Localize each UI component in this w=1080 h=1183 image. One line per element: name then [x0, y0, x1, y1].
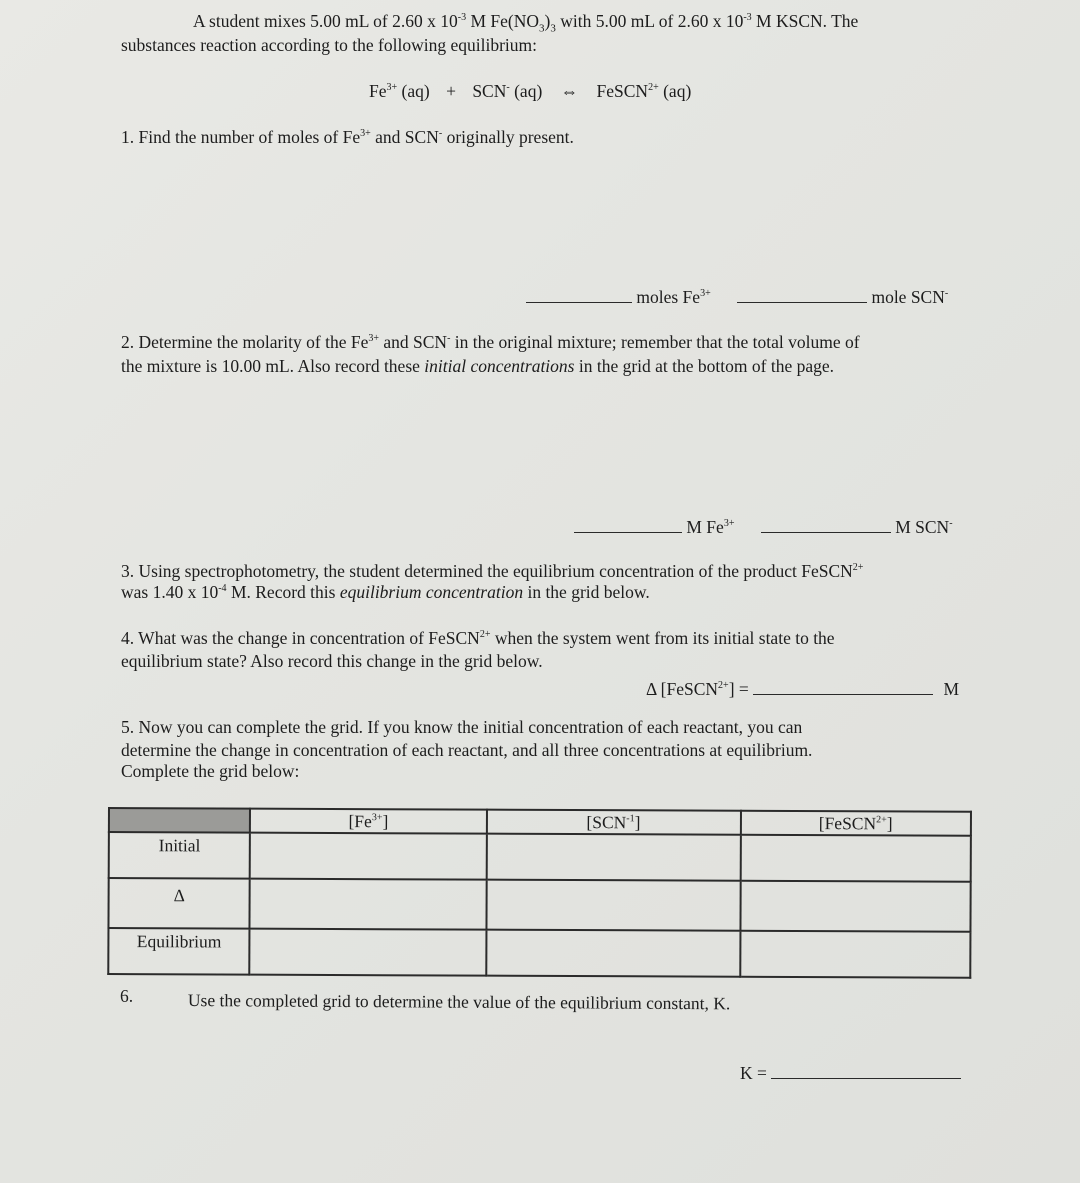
ice-header-fe: [250, 809, 486, 834]
q1-text: and SCN: [370, 127, 439, 147]
intro-text: M KSCN. The: [751, 11, 859, 31]
question-3-line-1: [121, 560, 863, 582]
ice-row-initial: [109, 832, 971, 882]
equilibrium-equation: [369, 80, 691, 102]
plus-sign: +: [446, 81, 456, 101]
row-label: Equilibrium: [108, 928, 250, 975]
exponent: -4: [218, 583, 227, 594]
question-4-line-1: [121, 627, 835, 649]
initial-fe-cell[interactable]: [250, 833, 486, 880]
charge: 3+: [700, 288, 711, 299]
state: (aq): [658, 81, 692, 101]
charge: 3+: [386, 82, 398, 93]
intro-line-2: substances reaction according to the following equilibrium:: [121, 35, 538, 55]
header-label: ]: [634, 812, 641, 833]
initial-scn-cell[interactable]: [486, 834, 740, 881]
k-answer: [740, 1062, 961, 1084]
charge: 3+: [723, 518, 735, 529]
ice-header-corner: [109, 808, 251, 833]
question-2-line-2: [121, 355, 834, 377]
intro-text: M Fe(NO: [466, 11, 540, 31]
equilibrium-scn-cell[interactable]: [486, 930, 740, 977]
q3-text: in the grid below.: [523, 582, 650, 602]
state: (aq): [509, 81, 543, 101]
product-fescn: FeSCN: [596, 81, 649, 101]
q4-text: 4. What was the change in concentration of FeSCN: [121, 628, 480, 648]
moles-scn-answer-blank[interactable]: [737, 288, 867, 303]
reactant-scn: SCN: [472, 81, 507, 101]
charge: 3+: [360, 128, 371, 139]
q2-text: and SCN: [379, 332, 448, 352]
question-6-number: 6.: [120, 986, 134, 1006]
charge: 2+: [648, 82, 659, 93]
moles-fe-answer-blank[interactable]: [526, 288, 632, 303]
q2-emphasis: initial concentrations: [424, 356, 575, 376]
q3-emphasis: equilibrium concentration: [339, 582, 524, 602]
state: (aq): [397, 81, 430, 101]
header-label: [FeSCN: [818, 813, 877, 834]
ice-header-fescn: [740, 811, 971, 836]
q4-text: when the system went from its initial state to the: [490, 628, 835, 648]
moles-fe-label: moles Fe: [636, 287, 701, 307]
exponent: -3: [457, 12, 467, 23]
charge: 2+: [852, 562, 864, 573]
question-1: [121, 126, 574, 148]
equilibrium-fe-cell[interactable]: [250, 929, 486, 976]
delta-fescn-label: ] =: [728, 679, 749, 699]
charge: -: [944, 288, 949, 299]
q2-text: the mixture is 10.00 mL. Also record these: [121, 356, 425, 376]
ice-row-equilibrium: [108, 928, 970, 978]
charge: -: [506, 82, 510, 93]
delta-fescn-answer-blank[interactable]: [753, 680, 933, 695]
change-fe-cell[interactable]: [250, 879, 486, 930]
intro-text: with 5.00 mL of 2.60 x 10: [555, 11, 744, 31]
charge: 2+: [876, 814, 887, 826]
initial-fescn-cell[interactable]: [740, 835, 971, 882]
question-5-line-3: Complete the grid below:: [121, 761, 300, 781]
q3-text: was 1.40 x 10: [121, 582, 219, 602]
charge: 2+: [718, 680, 729, 691]
molarity-fe-label: M Fe: [686, 517, 724, 537]
subscript: 3: [550, 22, 556, 35]
charge: -: [949, 518, 953, 529]
charge: -1: [626, 813, 635, 825]
row-label: Initial: [109, 832, 251, 879]
exponent: -3: [743, 12, 752, 23]
charge: 2+: [479, 629, 491, 640]
delta-fescn-label: Δ [FeSCN: [646, 679, 719, 699]
header-label: [SCN: [586, 812, 627, 833]
charge: 3+: [371, 812, 383, 824]
row-label: Δ: [108, 878, 250, 929]
reactant-fe: Fe: [369, 81, 387, 101]
question-5-line-1: 5. Now you can complete the grid. If you know the initial concentration of each reactant, you can: [121, 717, 803, 737]
equilibrium-arrow-icon: ⇔: [560, 81, 579, 101]
q1-text: 1. Find the number of moles of Fe: [121, 127, 361, 147]
q4-answer: [646, 678, 959, 700]
change-scn-cell[interactable]: [486, 880, 740, 931]
equilibrium-fescn-cell[interactable]: [740, 931, 971, 978]
charge: -: [447, 333, 451, 344]
ice-header-scn: [486, 810, 740, 835]
unit-label: M: [943, 679, 960, 699]
charge: -: [438, 128, 443, 139]
q1-answers: [526, 286, 948, 308]
q2-text: in the grid at the bottom of the page.: [574, 356, 835, 376]
q1-text: originally present.: [442, 127, 574, 147]
ice-row-change: [108, 878, 970, 932]
header-label: ]: [886, 813, 893, 834]
molarity-fe-answer-blank[interactable]: [574, 518, 682, 533]
question-2-line-1: [121, 331, 860, 353]
question-5-line-2: determine the change in concentration of each reactant, and all three concentrations at equilibrium.: [121, 740, 813, 760]
ice-table: [107, 807, 972, 979]
question-4-line-2: equilibrium state? Also record this change in the grid below.: [121, 651, 543, 671]
molarity-scn-answer-blank[interactable]: [761, 518, 891, 533]
k-label: K =: [740, 1063, 767, 1083]
question-3-line-2: [121, 581, 650, 603]
q2-answers: [574, 516, 953, 538]
intro-text: A student mixes 5.00 mL of 2.60 x 10: [193, 11, 458, 31]
q2-text: 2. Determine the molarity of the Fe: [121, 332, 369, 352]
intro-text: ): [544, 11, 551, 31]
header-label: ]: [382, 811, 389, 832]
header-label: [Fe: [348, 811, 372, 832]
q2-text: in the original mixture; remember that the total volume of: [450, 332, 860, 352]
question-6-text: Use the completed grid to determine the value of the equilibrium constant, K.: [187, 990, 731, 1014]
k-answer-blank[interactable]: [771, 1064, 961, 1079]
q3-text: M. Record this: [226, 582, 340, 602]
subscript: 3: [539, 22, 545, 35]
moles-scn-label: mole SCN: [871, 287, 945, 307]
charge: 3+: [368, 333, 379, 344]
change-fescn-cell[interactable]: [740, 881, 971, 932]
molarity-scn-label: M SCN: [895, 517, 950, 537]
q3-text: 3. Using spectrophotometry, the student determined the equilibrium concentration of the product FeSCN: [121, 561, 853, 581]
